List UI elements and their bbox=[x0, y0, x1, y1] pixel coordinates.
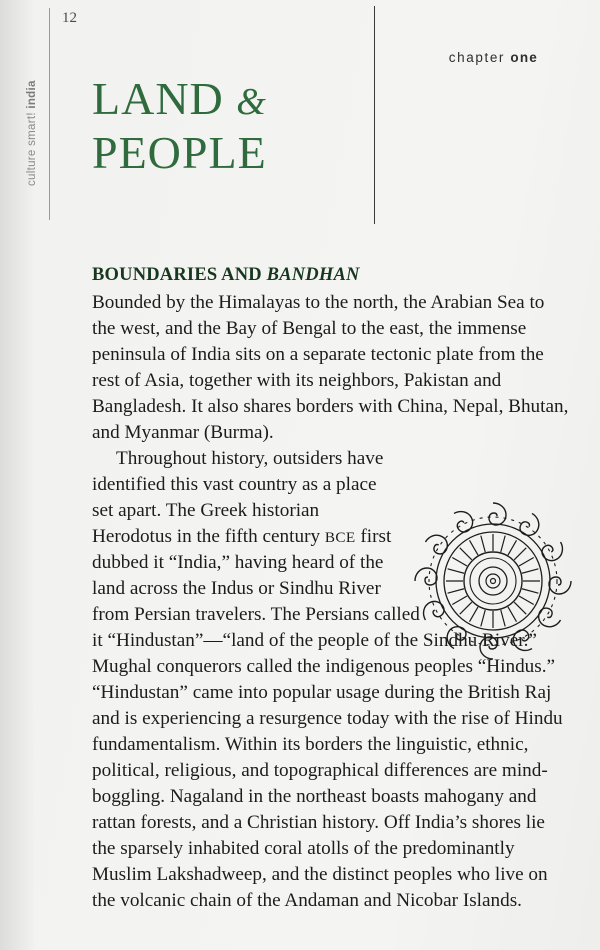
series-label bbox=[26, 66, 38, 186]
section-heading-plain: BOUNDARIES AND bbox=[92, 265, 267, 285]
section-heading-italic: BANDHAN bbox=[266, 265, 360, 285]
chapter-word: chapter bbox=[448, 50, 506, 65]
section-heading bbox=[92, 265, 570, 286]
page-title-line1: LAND bbox=[92, 73, 224, 124]
paragraph-history-part2: first dubbed it “India,” having heard of the land across the Indus or Sindhu River from Persian travelers. The Persians called it “Hindustan”—“land of the people of the Sindhu River.” Mughal conquerors called the indigenous peoples “Hindus.” “Hindustan” came into popular usage during the British Raj and is experiencing a resurgence today with the rise of Hindu fundamentalism. Within its borders the linguistic, ethnic, political, religious, and topographical differences are mind-boggling. Nagaland in the northeast boasts mahogany and rattan forests, and a Christian history. Off India’s shores lie the sparsely inhabited coral atolls of the predominantly Muslim Lakshadweep, and the distinct peoples who live on the volcanic chain of the Andaman and Nicobar Islands. bbox=[92, 526, 563, 912]
mandala-ornament-icon bbox=[410, 498, 576, 664]
series-label-title: india bbox=[26, 80, 38, 109]
page-title-ampersand: & bbox=[236, 81, 267, 123]
chapter-number: one bbox=[510, 50, 538, 65]
page-number: 12 bbox=[62, 10, 77, 26]
page-title bbox=[92, 72, 392, 180]
series-label-prefix: culture smart! bbox=[26, 112, 38, 186]
paragraph-boundaries: Bounded by the Himalayas to the north, the Arabian Sea to the west, and the Bay of Bengal to the east, the immense peninsula of India sits on a separate tectonic plate from the rest of Asia, together with its neighbors, Pakistan and Bangladesh. It also shares borders with China, Nepal, Bhutan, and Myanmar (Burma). bbox=[92, 292, 569, 444]
paragraph-history-part1: Throughout history, outsiders have identified this vast country as a place set apart. The Greek historian Herodotus in the fifth century bbox=[92, 448, 384, 548]
spine-rule bbox=[49, 8, 50, 220]
chapter-label bbox=[449, 50, 538, 65]
page-title-line2: PEOPLE bbox=[92, 126, 267, 178]
bce-smallcaps: BCE bbox=[324, 529, 356, 547]
